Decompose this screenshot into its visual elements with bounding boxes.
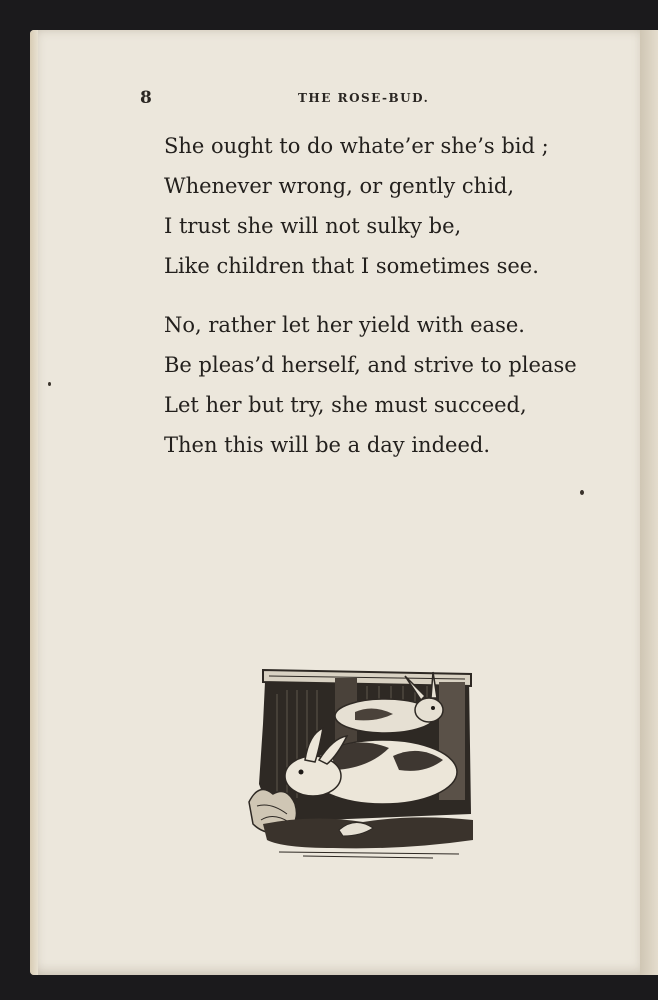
page-number: 8 bbox=[140, 88, 152, 108]
running-head bbox=[140, 88, 598, 108]
stanza-1 bbox=[164, 126, 604, 286]
ink-speck bbox=[48, 382, 51, 386]
verse-line: Like children that I sometimes see. bbox=[164, 254, 539, 278]
rabbits-engraving-icon bbox=[243, 664, 475, 860]
verse-line: No, rather let her yield with ease. bbox=[164, 313, 525, 337]
verse-line: Then this will be a day indeed. bbox=[164, 433, 490, 457]
ink-speck bbox=[580, 490, 584, 495]
book-title-heading: THE ROSE-BUD. bbox=[298, 91, 430, 105]
verse-line: I trust she will not sulky be, bbox=[164, 214, 462, 238]
verse-line: She ought to do whate’er she’s bid ; bbox=[164, 134, 549, 158]
verse-line: Whenever wrong, or gently chid, bbox=[164, 174, 515, 198]
stanza-2 bbox=[164, 305, 604, 465]
adjacent-page-edge bbox=[640, 30, 658, 975]
verse-line: Let her but try, she must succeed, bbox=[164, 393, 527, 417]
verse-line: Be pleas’d herself, and strive to please bbox=[164, 353, 577, 377]
